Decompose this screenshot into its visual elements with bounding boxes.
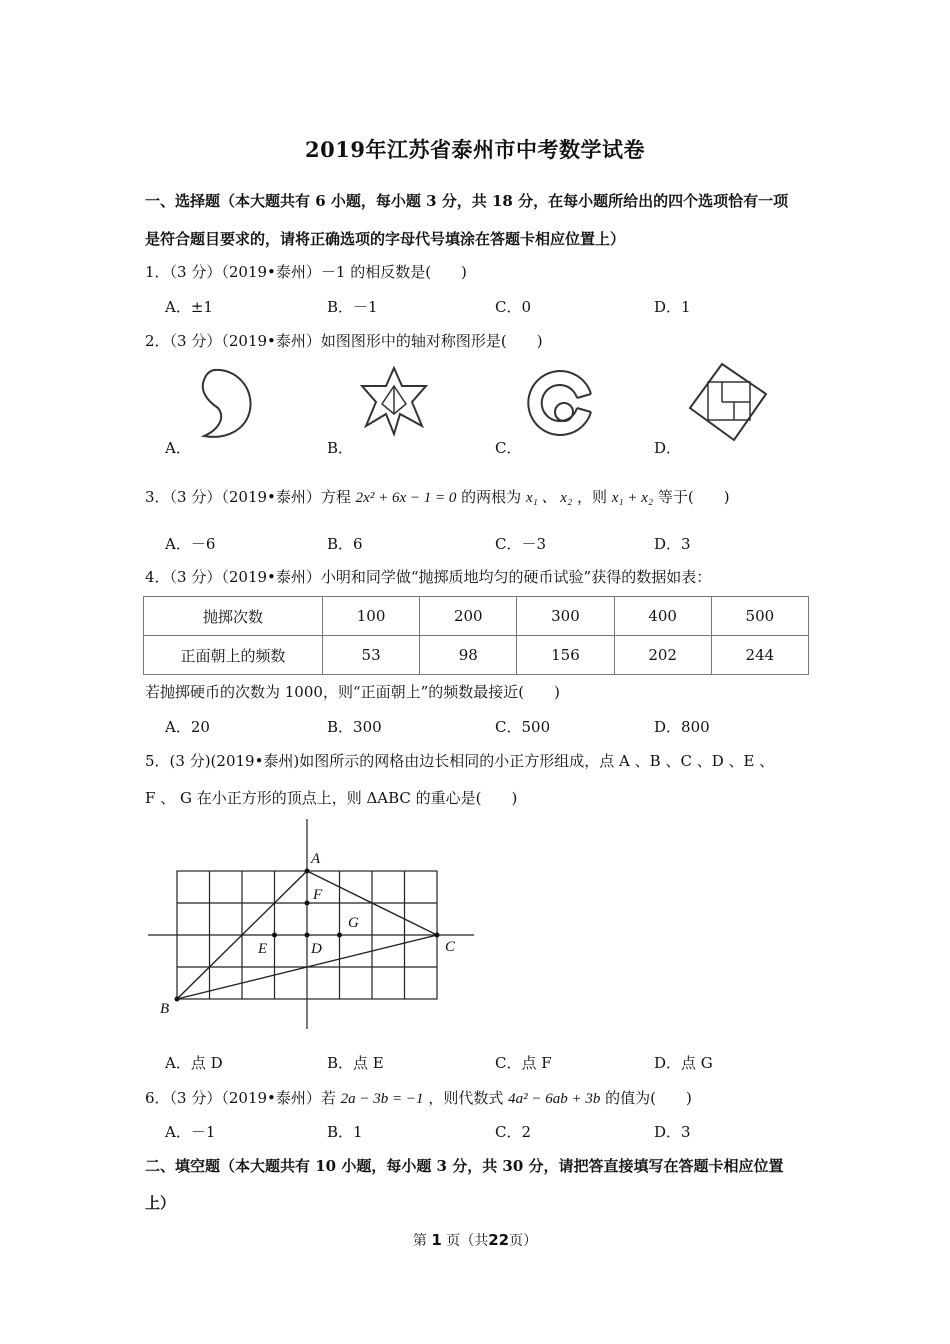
q2-option-b: B． xyxy=(327,439,354,457)
table-cell: 200 xyxy=(420,597,517,636)
section2-line1: 二、填空题（本大题共有 10 小题，每小题 3 分，共 30 分，请把答直接填写在答题卡相应位置 xyxy=(145,1157,784,1175)
q3-mid: 的两根为 xyxy=(461,488,522,506)
q1-stem: 1．（3 分）（2019•泰州）－1 的相反数是( ) xyxy=(145,263,467,281)
label-e: E xyxy=(258,941,268,957)
q3-option-b: B．6 xyxy=(327,535,363,553)
label-c: C xyxy=(445,939,456,955)
table-cell: 300 xyxy=(517,597,614,636)
table-cell: 抛掷次数 xyxy=(144,597,323,636)
q2-option-a: A． xyxy=(165,439,191,457)
q4-option-b: B．300 xyxy=(327,718,382,736)
q6-prefix: 6．（3 分）（2019•泰州）若 xyxy=(145,1089,336,1107)
table-cell: 400 xyxy=(614,597,711,636)
q6-stem xyxy=(145,1087,692,1108)
q4-option-c: C．500 xyxy=(495,718,551,736)
q6-option-c: C．2 xyxy=(495,1123,532,1141)
page-footer xyxy=(0,1230,950,1250)
q2-option-c: C． xyxy=(495,439,522,457)
table-cell: 正面朝上的频数 xyxy=(144,636,323,675)
q1-option-d: D．1 xyxy=(654,298,691,316)
q1-option-a: A．±1 xyxy=(165,298,213,316)
table-cell: 100 xyxy=(323,597,420,636)
table-cell: 500 xyxy=(711,597,808,636)
q4-after: 若抛掷硬币的次数为 1000，则“正面朝上”的频数最接近( ) xyxy=(145,683,560,701)
q1-option-b: B．－1 xyxy=(327,298,378,316)
section1-line2: 是符合题目要求的，请将正确选项的字母代号填涂在答题卡相应位置上） xyxy=(145,230,626,248)
label-g: G xyxy=(348,915,359,931)
q4-option-d: D．800 xyxy=(654,718,710,736)
figure-b-star-shape xyxy=(356,364,432,440)
q5-option-d: D．点 G xyxy=(654,1054,713,1072)
q5-option-a: A．点 D xyxy=(165,1054,223,1072)
q5-line2: F 、 G 在小正方形的顶点上，则 ΔABC 的重心是( ) xyxy=(145,789,518,807)
exam-title: 2019年江苏省泰州市中考数学试卷 xyxy=(305,137,645,162)
table-row xyxy=(144,636,809,675)
figure-d-square-shape xyxy=(686,362,770,442)
q6-given: 2a − 3b = −1 xyxy=(340,1091,424,1107)
q2-option-d: D． xyxy=(654,439,682,457)
frequency-table xyxy=(143,596,809,675)
q6-option-b: B．1 xyxy=(327,1123,363,1141)
q5-line1: 5．(3 分)(2019•泰州)如图所示的网格由边长相同的小正方形组成，点 A 、B 、C 、D 、E 、 xyxy=(145,752,775,770)
table-row xyxy=(144,597,809,636)
q3-sum: x₁ + x₂ xyxy=(611,490,654,506)
section1-line1: 一、选择题（本大题共有 6 小题，每小题 3 分，共 18 分，在每小题所给出的四个选项恰有一项 xyxy=(145,192,789,210)
q3-stem xyxy=(145,486,730,507)
q6-suffix: 的值为( ) xyxy=(605,1089,692,1107)
q3-option-a: A．－6 xyxy=(165,535,216,553)
q3-then: ，则 xyxy=(576,488,607,506)
q3-option-c: C．－3 xyxy=(495,535,547,553)
q6-option-d: D．3 xyxy=(654,1123,691,1141)
q2-stem: 2．（3 分）（2019•泰州）如图图形中的轴对称图形是( ) xyxy=(145,332,543,350)
label-d: D xyxy=(311,941,322,957)
footer-post: 页） xyxy=(509,1233,538,1249)
table-cell: 98 xyxy=(420,636,517,675)
figure-c-ring-shape xyxy=(525,366,599,440)
table-cell: 156 xyxy=(517,636,614,675)
q5-option-c: C．点 F xyxy=(495,1054,552,1072)
q6-option-a: A．－1 xyxy=(165,1123,216,1141)
footer-total-pages: 22 xyxy=(488,1231,510,1249)
q3-suffix: 等于( ) xyxy=(657,488,730,506)
footer-mid: 页（共 xyxy=(446,1233,489,1249)
grid-triangle-figure xyxy=(140,815,480,1035)
label-b: B xyxy=(160,1001,170,1017)
q4-option-a: A．20 xyxy=(165,718,210,736)
q3-roots: x₁ 、 x₂ xyxy=(525,490,573,506)
q6-expr: 4a² − 6ab + 3b xyxy=(508,1091,601,1107)
footer-pre: 第 xyxy=(412,1233,427,1249)
footer-page-number: 1 xyxy=(431,1231,442,1249)
q3-prefix: 3．（3 分）（2019•泰州）方程 xyxy=(145,488,351,506)
label-a: A xyxy=(311,851,321,867)
q1-option-c: C．0 xyxy=(495,298,532,316)
q3-equation: 2x² + 6x − 1 = 0 xyxy=(355,490,457,506)
table-cell: 202 xyxy=(614,636,711,675)
label-f: F xyxy=(313,887,323,903)
table-cell: 53 xyxy=(323,636,420,675)
q6-mid: ，则代数式 xyxy=(428,1089,504,1107)
q4-stem: 4．（3 分）（2019•泰州）小明和同学做“抛掷质地均匀的硬币试验”获得的数据如表： xyxy=(145,568,712,586)
q3-option-d: D．3 xyxy=(654,535,691,553)
section2-line2: 上） xyxy=(145,1194,176,1212)
figure-a-comma-shape xyxy=(196,366,256,442)
table-cell: 244 xyxy=(711,636,808,675)
q5-option-b: B．点 E xyxy=(327,1054,384,1072)
